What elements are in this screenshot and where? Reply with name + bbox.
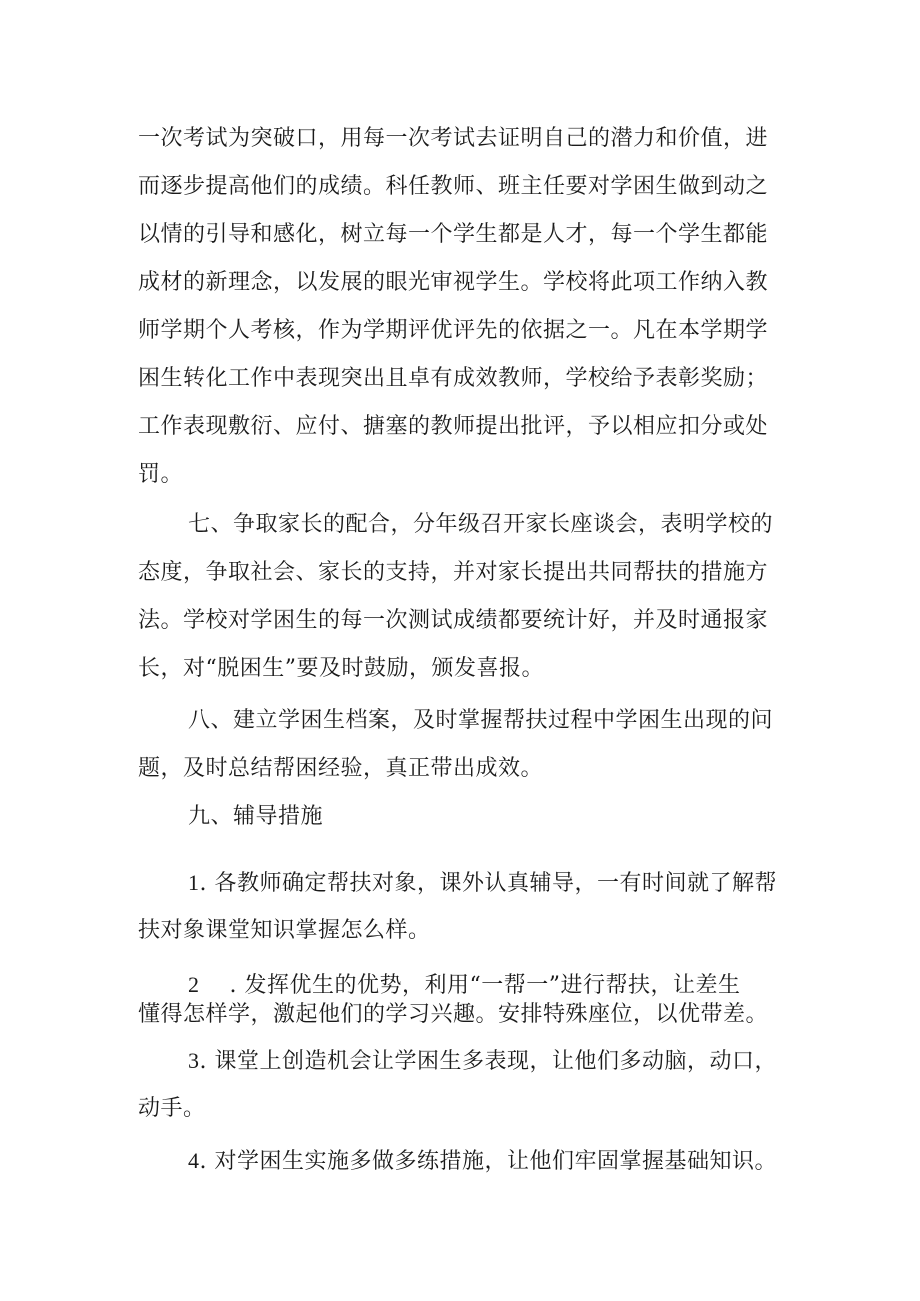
text-line: 态度，争取社会、家长的支持，并对家长提出共同帮扶的措施方 <box>138 560 769 585</box>
text-line: 懂得怎样学，激起他们的学习兴趣。安排特殊座位，以优带差。 <box>138 1002 769 1027</box>
text-line <box>188 970 848 1001</box>
text-line: 以情的引导和感化，树立每一个学生都是人才，每一个学生都能 <box>138 222 769 247</box>
item-text: . 各教师确定帮扶对象，课外认真辅导，一有时间就了解帮 <box>199 871 777 896</box>
text-line: 八、建立学困生档案，及时掌握帮扶过程中学困生出现的问 <box>188 708 774 733</box>
section-heading: 九、辅导措施 <box>188 804 324 829</box>
text-line: 法。学校对学困生的每一次测试成绩都要统计好，并及时通报家 <box>138 608 769 633</box>
item-number: 2 <box>188 972 200 997</box>
text-line: 题，及时总结帮困经验，真正带出成效。 <box>138 756 544 781</box>
text-line: 困生转化工作中表现突出且卓有成效教师，学校给予表彰奖励； <box>138 366 769 391</box>
text-line: 动手。 <box>138 1096 206 1121</box>
text-line: 七、争取家长的配合，分年级召开家长座谈会，表明学校的 <box>188 512 774 537</box>
text-line: 工作表现敷衍、应付、搪塞的教师提出批评，予以相应扣分或处 <box>138 414 769 439</box>
item-number: 1 <box>188 870 200 895</box>
text-line <box>188 868 848 899</box>
item-text: . 发挥优生的优势，利用“一帮一”进行帮扶，让差生 <box>229 973 741 998</box>
text-line <box>188 1146 848 1177</box>
text-line: 成材的新理念，以发展的眼光审视学生。学校将此项工作纳入教 <box>138 270 769 295</box>
text-line: 师学期个人考核，作为学期评优评先的依据之一。凡在本学期学 <box>138 318 769 343</box>
text-line: 一次考试为突破口，用每一次考试去证明自己的潜力和价值，进 <box>138 126 769 151</box>
text-line: 而逐步提高他们的成绩。科任教师、班主任要对学困生做到动之 <box>138 174 769 199</box>
text-line <box>188 1046 848 1077</box>
text-line: 扶对象课堂知识掌握怎么样。 <box>138 918 431 943</box>
text-line: 长，对“脱困生”要及时鼓励，颁发喜报。 <box>138 656 544 681</box>
item-number: 4 <box>188 1148 200 1173</box>
item-text: . 课堂上创造机会让学困生多表现，让他们多动脑，动口， <box>199 1049 777 1074</box>
item-text: . 对学困生实施多做多练措施，让他们牢固掌握基础知识。 <box>199 1149 777 1174</box>
text-line: 罚。 <box>138 462 184 487</box>
item-number: 3 <box>188 1048 200 1073</box>
